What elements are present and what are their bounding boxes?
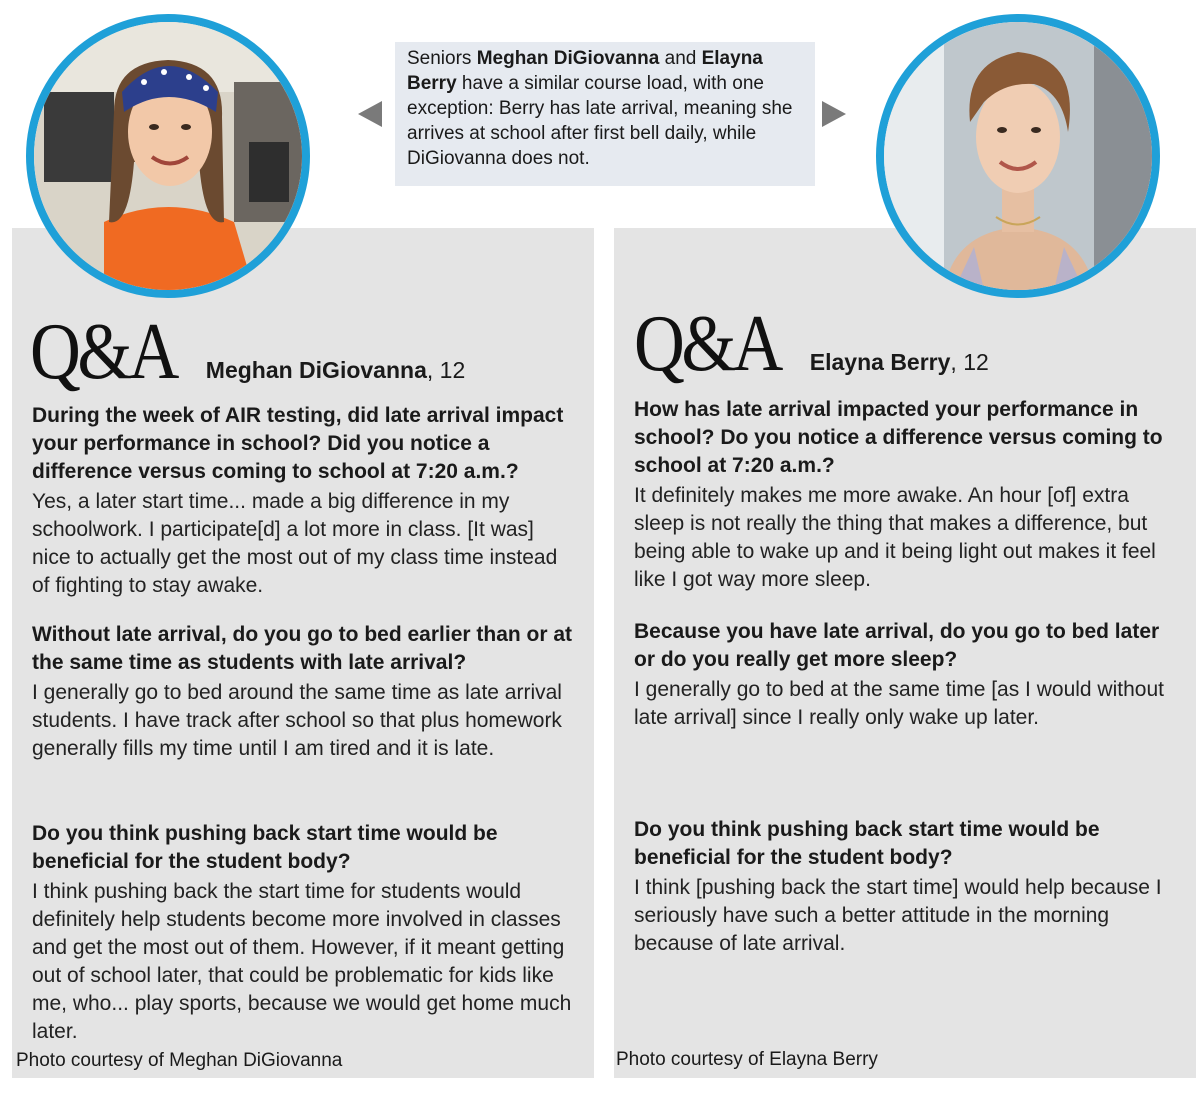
photo-meghan-digiovanna xyxy=(26,14,310,298)
caption-name-berry: Berry xyxy=(407,73,457,94)
answer: I generally go to bed around the same time as late arrival students. I have track after school so that plus homework generally fills my time until I am tired and it is late. xyxy=(32,681,562,760)
qa-item xyxy=(32,820,577,1046)
answer: It definitely makes me more awake. An hour [of] extra sleep is not really the thing that makes a difference, but being able to wake up and it being light out makes it feel like I got way more sleep. xyxy=(634,484,1156,591)
answer: I generally go to bed at the same time [as I would without late arrival] since I really only wake up later. xyxy=(634,678,1164,729)
caption-text: have a similar course load, with one exception: Berry has late arrival, meaning she arrives at school after first bell daily, while DiGiovanna does not. xyxy=(407,73,793,169)
qa-item xyxy=(634,396,1179,594)
question: Do you think pushing back start time would be beneficial for the student body? xyxy=(634,818,1100,869)
question: Do you think pushing back start time would be beneficial for the student body? xyxy=(32,822,498,873)
qa-item xyxy=(32,621,577,763)
question: Because you have late arrival, do you go to bed later or do you really get more sleep? xyxy=(634,620,1160,671)
caption-text: and xyxy=(659,48,702,69)
question: How has late arrival impacted your performance in school? Do you notice a difference versus coming to school at 7:20 a.m.? xyxy=(634,398,1163,477)
interviewee-grade: , 12 xyxy=(426,357,466,383)
answer: I think [pushing back the start time] would help because I seriously have such a better attitude in the morning because of late arrival. xyxy=(634,876,1162,955)
answer: I think pushing back the start time for students would definitely help students become more involved in classes and get the most out of them. However, if it meant getting out of school later, that could be problematic for kids like me, who... play sports, because we would get home much later. xyxy=(32,880,572,1043)
interviewee-name: Meghan DiGiovanna xyxy=(205,357,427,383)
arrow-left-icon xyxy=(358,101,382,127)
photo-elayna-berry xyxy=(876,14,1160,298)
interviewee-name: Elayna Berry xyxy=(809,349,951,375)
qa-header-meghan xyxy=(30,308,466,396)
arrow-right-icon xyxy=(822,101,846,127)
photo-credit: Photo courtesy of Meghan DiGiovanna xyxy=(16,1050,343,1071)
qa-item xyxy=(634,816,1179,958)
photo-credit: Photo courtesy of Elayna Berry xyxy=(616,1049,878,1070)
interviewee-grade: , 12 xyxy=(950,349,989,375)
caption-text: Seniors xyxy=(407,48,477,69)
intro-caption xyxy=(395,42,815,186)
caption-name-elayna: Elayna xyxy=(701,48,763,69)
qa-logo: Q&A xyxy=(634,300,780,388)
qa-item xyxy=(634,618,1179,732)
caption-name-meghan: Meghan DiGiovanna xyxy=(476,48,660,69)
answer: Yes, a later start time... made a big difference in my schoolwork. I participate[d] a lot more in class. [It was] nice to actually get the most out of my class time instead of fighting to stay awake. xyxy=(32,490,558,597)
qa-logo: Q&A xyxy=(30,308,176,396)
question: During the week of AIR testing, did late arrival impact your performance in school? Did you notice a difference versus coming to school at 7:20 a.m.? xyxy=(32,404,564,483)
question: Without late arrival, do you go to bed earlier than or at the same time as students with late arrival? xyxy=(32,623,573,674)
qa-header-elayna xyxy=(634,300,989,388)
qa-item xyxy=(32,402,577,600)
